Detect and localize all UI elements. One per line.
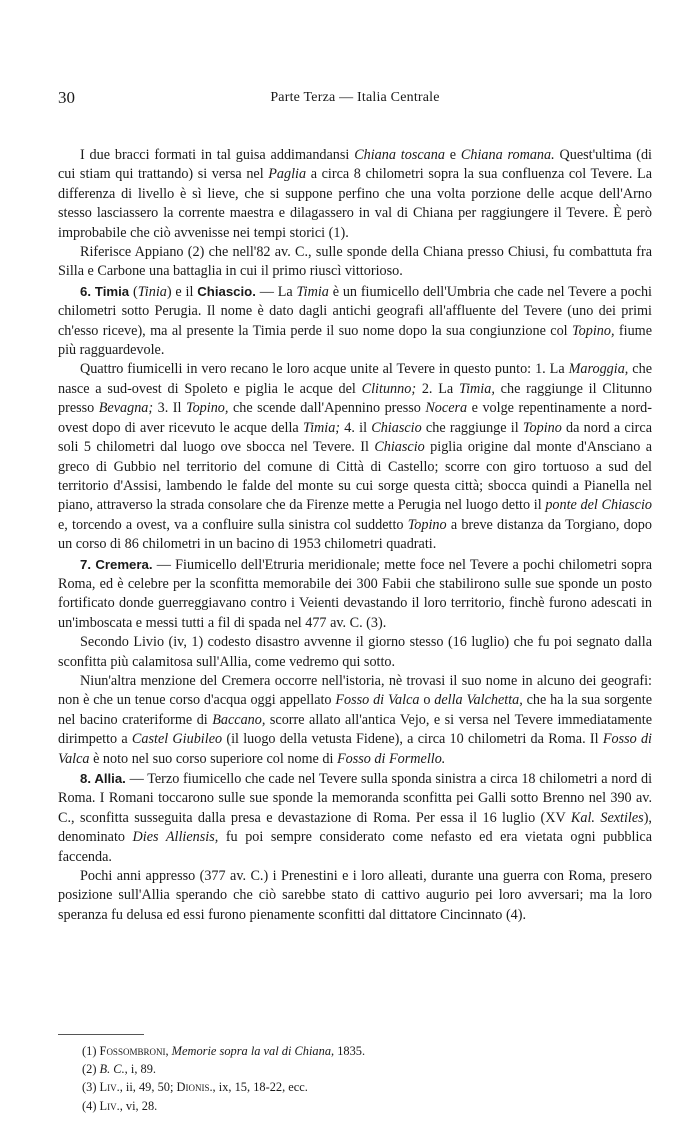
- text-span: a circa 8 chilometri sopra la sua confluenza col Tevere. La differenza di livello è sì lieve, che si suppone perfino che una volta porzione delle acque dell'Arno stesso lasciassero la corrente maestra e dilagassero in val di Chiana per raggiungere il Tevere. È però improbabile che ciò avvenisse nei tempi storici (1).: [58, 166, 653, 241]
- paragraph: [58, 672, 652, 769]
- italic-span: Maroggia,: [568, 361, 629, 378]
- text-span: 1835.: [334, 1044, 366, 1058]
- paragraph: [58, 633, 652, 672]
- italic-span: Topino: [407, 516, 447, 533]
- author-name: Fossombroni,: [99, 1044, 169, 1058]
- italic-span: Fosso di Valca: [58, 731, 652, 767]
- italic-span: Topino,: [572, 322, 615, 339]
- italic-span: Kal. Sextiles: [570, 809, 644, 826]
- author-name: Liv.,: [99, 1080, 123, 1095]
- text-span: ), denominato: [58, 809, 652, 846]
- page-number: 30: [58, 88, 75, 107]
- text-span: ix, 15, 18-22, ecc.: [215, 1080, 308, 1095]
- text-span: 2. La: [416, 380, 459, 397]
- text-span: fiume più ragguardevole.: [58, 322, 653, 359]
- text-span: piglia origine dal monte d'Ansciano a greco di Gubbio nel territorio del comune di Città di Castello; scorre con giro tortuoso a sud del territorio d'Assisi, lambendo le falde del monte su cui sorge questa città; sbocca quindi a Pianella nel piano, attraverso la strada consolare che da Firenze mette a Perugia nel luogo detto il: [58, 439, 652, 514]
- text-span: che raggiunge il: [421, 419, 523, 436]
- italic-span: Topino: [522, 419, 562, 436]
- text-span: fu poi sempre considerato come nefasto ed era vietata ogni pubblica faccenda.: [58, 829, 653, 865]
- footnote: [58, 1078, 652, 1096]
- italic-span: Timia,: [459, 380, 495, 397]
- text-span: Niun'altra menzione del Cremera occorre nell'istoria, nè trovasi il suo nome in alcuno dei geografi: non è che un tenue corso d'acqua oggi appellato: [58, 672, 652, 709]
- italic-span: Fosso di Valca: [335, 692, 420, 709]
- paragraph: [58, 867, 652, 925]
- author-name: Liv.,: [99, 1098, 123, 1113]
- text-span: — La: [255, 283, 297, 300]
- text-span: — Fiumicello dell'Etruria meridionale; mette foce nel Tevere a pochi chilometri sopra Roma, ed è celebre per la sconfitta memorabile dei 300 Fabii che stabilirono sulle sue sponde un posto fortificato donde guerreggiavano contro i Veienti devastando il loro territorio, finchè furono adescati in un'imboscata e messi tutti a fil di spada nel 477 av. C. (3).: [58, 556, 653, 631]
- footnote: [58, 1042, 652, 1060]
- text-span: a breve distanza da Torgiano, dopo un corso di 86 chilometri in un bacino di 1953 chilometri quadrati.: [58, 516, 652, 553]
- text-span: 4. il: [340, 419, 372, 436]
- italic-span: Clitunno;: [361, 380, 417, 397]
- text-span: (il luogo della vetusta Fidene), a circa 10 chilometri da Roma. Il: [222, 731, 603, 748]
- text-span: (2): [82, 1062, 100, 1077]
- italic-span: Paglia: [268, 166, 307, 183]
- text-span: i, 89.: [127, 1062, 157, 1077]
- text-span: e, torcendo a ovest, va a confluire sulla sinistra col suddetto: [58, 516, 408, 533]
- text-span: (4): [82, 1098, 100, 1113]
- italic-span: Tinia: [137, 283, 167, 300]
- italic-span: Chiana toscana: [354, 147, 445, 163]
- text-span: che scende dall'Apennino presso: [228, 400, 426, 417]
- italic-span: Topino,: [186, 400, 229, 417]
- italic-span: B. C.,: [99, 1062, 128, 1077]
- paragraph: [58, 769, 652, 867]
- text-span: e volge repentinamente a nord-ovest dopo di aver ricevuto le acque della: [58, 400, 652, 436]
- italic-span: Castel Giubileo: [131, 731, 223, 748]
- section-heading: 6. Timia: [80, 283, 130, 299]
- text-span: 3. Il: [153, 400, 186, 417]
- text-span: Quest'ultima (di cui stiam qui trattando) si versa nel: [58, 147, 652, 183]
- text-span: è noto nel suo corso superiore col nome di: [89, 750, 337, 767]
- italic-span: Chiana romana.: [460, 147, 555, 163]
- text-span: scorre allato all'antica Vejo, e si versa nel Tevere immediatamente dirimpetto a: [58, 711, 652, 748]
- italic-span: Baccano,: [212, 711, 266, 728]
- running-head: Parte Terza — Italia Centrale: [270, 90, 440, 105]
- text-span: (3): [82, 1080, 100, 1095]
- italic-span: Timia;: [302, 419, 341, 436]
- section-heading: 8. Allia.: [80, 771, 126, 786]
- page-header: [58, 88, 652, 114]
- section-heading: Chiascio.: [197, 283, 256, 299]
- text-span: ii, 49, 50;: [122, 1080, 177, 1095]
- italic-span: ponte del Chiascio: [545, 497, 652, 514]
- footnote: [58, 1060, 652, 1078]
- paragraph: [58, 360, 652, 554]
- italic-span: Bevagna;: [98, 400, 154, 417]
- section-heading: 7. Cremera.: [80, 556, 153, 572]
- text-span: (1): [82, 1044, 100, 1058]
- body-text: [58, 146, 652, 925]
- paragraph: [58, 555, 652, 634]
- paragraph: [58, 282, 652, 361]
- text-span: Riferisce Appiano (2) che nell'82 av. C., sulle sponde della Chiana presso Chiusi, fu combattuta fra Silla e Carbone una battaglia in cui il primo riuscì vittorioso.: [58, 244, 652, 280]
- italic-span: Fosso di Formello.: [336, 750, 446, 767]
- author-name: Dionis.,: [176, 1080, 216, 1095]
- text-span: vi, 28.: [122, 1098, 158, 1113]
- italic-span: Nocera: [425, 400, 468, 417]
- text-span: (: [129, 283, 138, 300]
- text-span: da nord a circa soli 5 chilometri dal luogo ove sbocca nel Tevere. Il: [58, 419, 652, 456]
- footnote: [58, 1097, 652, 1115]
- text-span: o: [419, 692, 435, 709]
- paragraph: [58, 146, 652, 243]
- italic-span: Memorie sopra la val di Chiana,: [171, 1044, 335, 1058]
- italic-span: Dies Alliensis,: [132, 829, 219, 846]
- text-span: che nasce a sud-ovest di Spoleto e piglia le acque del: [58, 361, 652, 397]
- text-span: Quattro fiumicelli in vero recano le loro acque unite al Tevere in questo punto: 1. La: [80, 361, 569, 378]
- text-span: che raggiunge il Clitunno presso: [58, 380, 652, 417]
- text-span: e: [444, 147, 461, 163]
- text-span: ) e il: [166, 283, 198, 300]
- footnotes: [58, 1042, 652, 1115]
- paragraph: [58, 243, 652, 282]
- footnote-separator: [58, 1034, 144, 1035]
- italic-span: Chiascio: [374, 439, 425, 456]
- italic-span: Chiascio: [371, 419, 422, 436]
- text-span: — Terzo fiumicello che cade nel Tevere sulla sponda sinistra a circa 18 chilometri a nord di Roma. I Romani toccarono sulle sue sponde la memoranda sconfitta pei Galli sotto Brenno nel 390 av. C., sconfitta susseguita dalla presa e devastazione di Roma. Per essa il 16 luglio (XV: [58, 771, 653, 826]
- text-span: è un fiumicello dell'Umbria che cade nel Tevere a pochi chilometri sotto Perugia. Il nome è dato dagli antichi geografi all'affluente del Tevere (uno dei primi ch'esso riceve), ma al presente la Timia perde il suo nome dopo la sua congiunzione col: [58, 283, 652, 339]
- italic-span: della Valchetta,: [434, 692, 523, 709]
- italic-span: Timia: [296, 283, 329, 300]
- text-span: Secondo Livio (iv, 1) codesto disastro avvenne il giorno stesso (16 luglio) che fu poi segnato dalla sconfitta più calamitosa sull'Allia, come vedremo qui sotto.: [58, 634, 652, 670]
- text-span: Pochi anni appresso (377 av. C.) i Prenestini e i loro alleati, durante una guerra con Roma, presero posizione sull'Allia sperando che ciò sarebbe stato di cattivo augurio pei loro avversari; ma la loro speranza fu delusa ed essi furono pienamente sconfitti dal dittatore Cincinnato (4).: [58, 868, 652, 923]
- text-span: che ha la sua sorgente nel bacino crateriforme di: [58, 692, 652, 728]
- text-span: I due bracci formati in tal guisa addimandansi: [80, 147, 355, 163]
